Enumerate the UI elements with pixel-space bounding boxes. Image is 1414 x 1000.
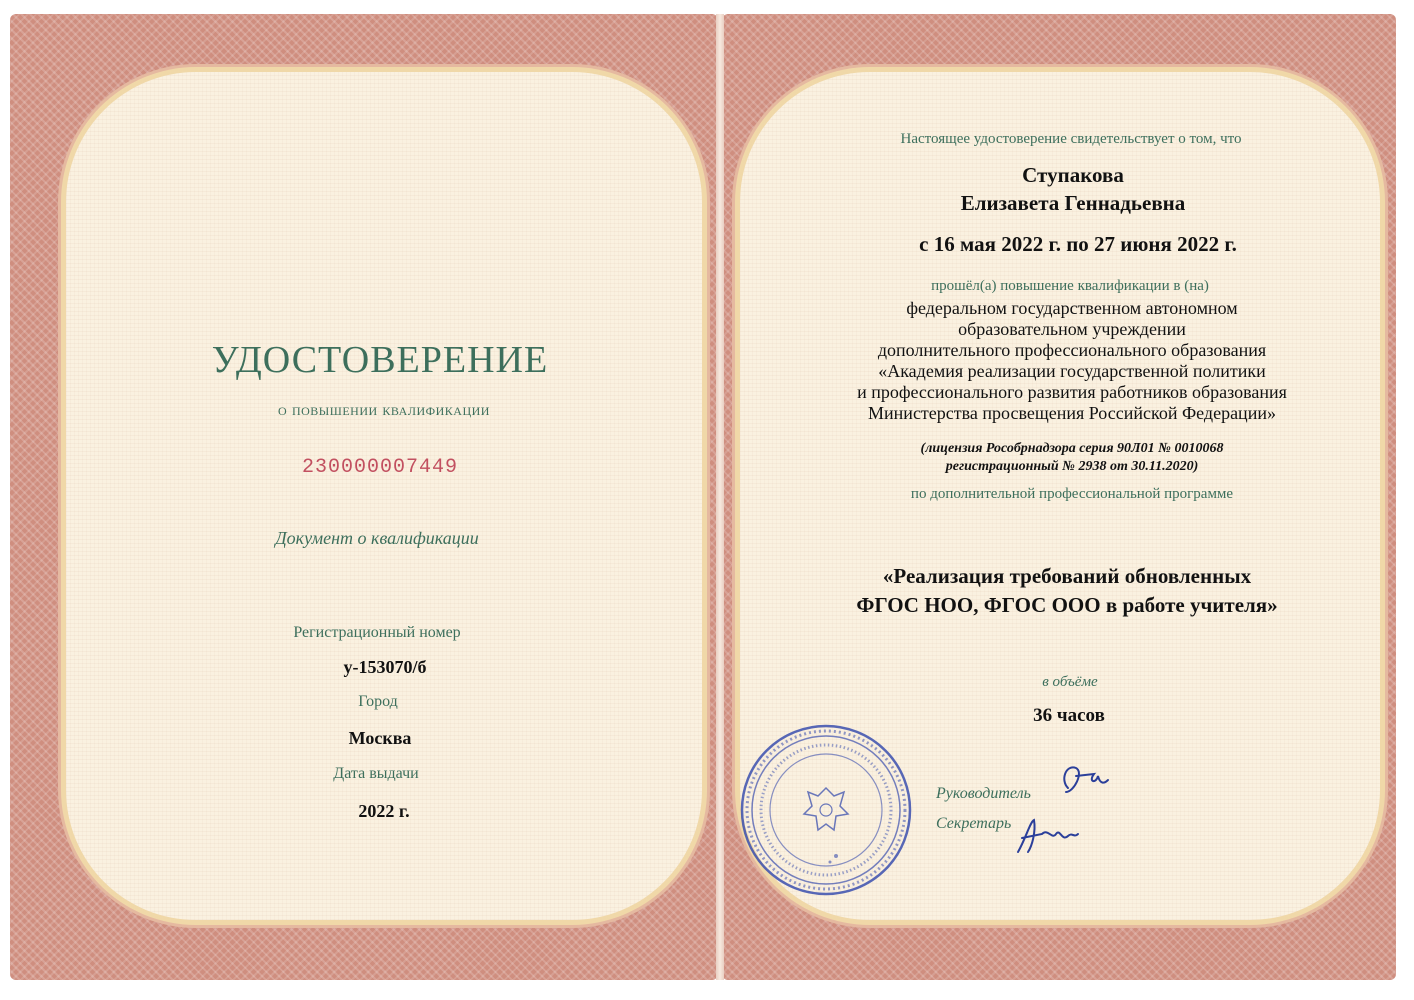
program-label: по дополнительной профессиональной программе (910, 486, 1234, 502)
organization-line: федеральном государственном автономном (906, 298, 1238, 318)
serial-number: 230000007449 (301, 456, 459, 479)
official-round-stamp (738, 722, 914, 898)
holder-surname: Ступакова (1022, 163, 1124, 187)
organization-name (857, 298, 1287, 424)
volume-label: в объёме (1042, 674, 1098, 690)
organization-line: образовательном учреждении (958, 319, 1186, 339)
city-label: Город (358, 693, 398, 710)
secretary-signature-icon (1012, 812, 1084, 860)
issue-date-value: 2022 г. (358, 801, 410, 821)
registration-number-label: Регистрационный номер (293, 624, 461, 641)
booklet-spine (716, 14, 724, 980)
program-title-line: ФГОС НОО, ФГОС ООО в работе учителя» (856, 593, 1278, 617)
hours-value: 36 часов (1033, 705, 1105, 726)
program-title-line: «Реализация требований обновленных (882, 564, 1252, 588)
certificate-title: УДОСТОВЕРЕНИЕ (211, 339, 549, 381)
registration-number-value: у-153070/б (343, 657, 427, 677)
license-info (921, 440, 1224, 476)
certificate-intro: Настоящее удостоверение свидетельствует о том, что (900, 131, 1242, 147)
program-title (856, 562, 1277, 620)
holder-given-names: Елизавета Геннадьевна (960, 191, 1186, 215)
organization-line: «Академия реализации государственной политики (878, 361, 1266, 381)
head-signature-label: Руководитель (936, 785, 1031, 802)
certificate-subtitle: о повышении квалификации (278, 400, 490, 419)
organization-line: и профессионального развития работников образования (857, 382, 1287, 402)
issue-date-label: Дата выдачи (333, 765, 419, 782)
eagle-emblem-icon (804, 788, 848, 830)
document-type: Документ о квалификации (275, 528, 479, 548)
head-signature-icon (1054, 758, 1114, 804)
license-line: (лицензия Рособрнадзора серия 90Л01 № 0010068 (920, 441, 1224, 456)
city-value: Москва (348, 728, 412, 748)
organization-line: Министерства просвещения Российской Федерации» (868, 403, 1276, 423)
training-dates: с 16 мая 2022 г. по 27 июня 2022 г. (919, 232, 1237, 256)
passed-training-label: прошёл(а) повышение квалификации в (на) (931, 278, 1209, 294)
secretary-signature-label: Секретарь (936, 815, 1012, 832)
license-line: регистрационный № 2938 от 30.11.2020) (945, 459, 1199, 474)
organization-line: дополнительного профессионального образования (877, 340, 1267, 360)
left-page-paper (66, 72, 702, 920)
